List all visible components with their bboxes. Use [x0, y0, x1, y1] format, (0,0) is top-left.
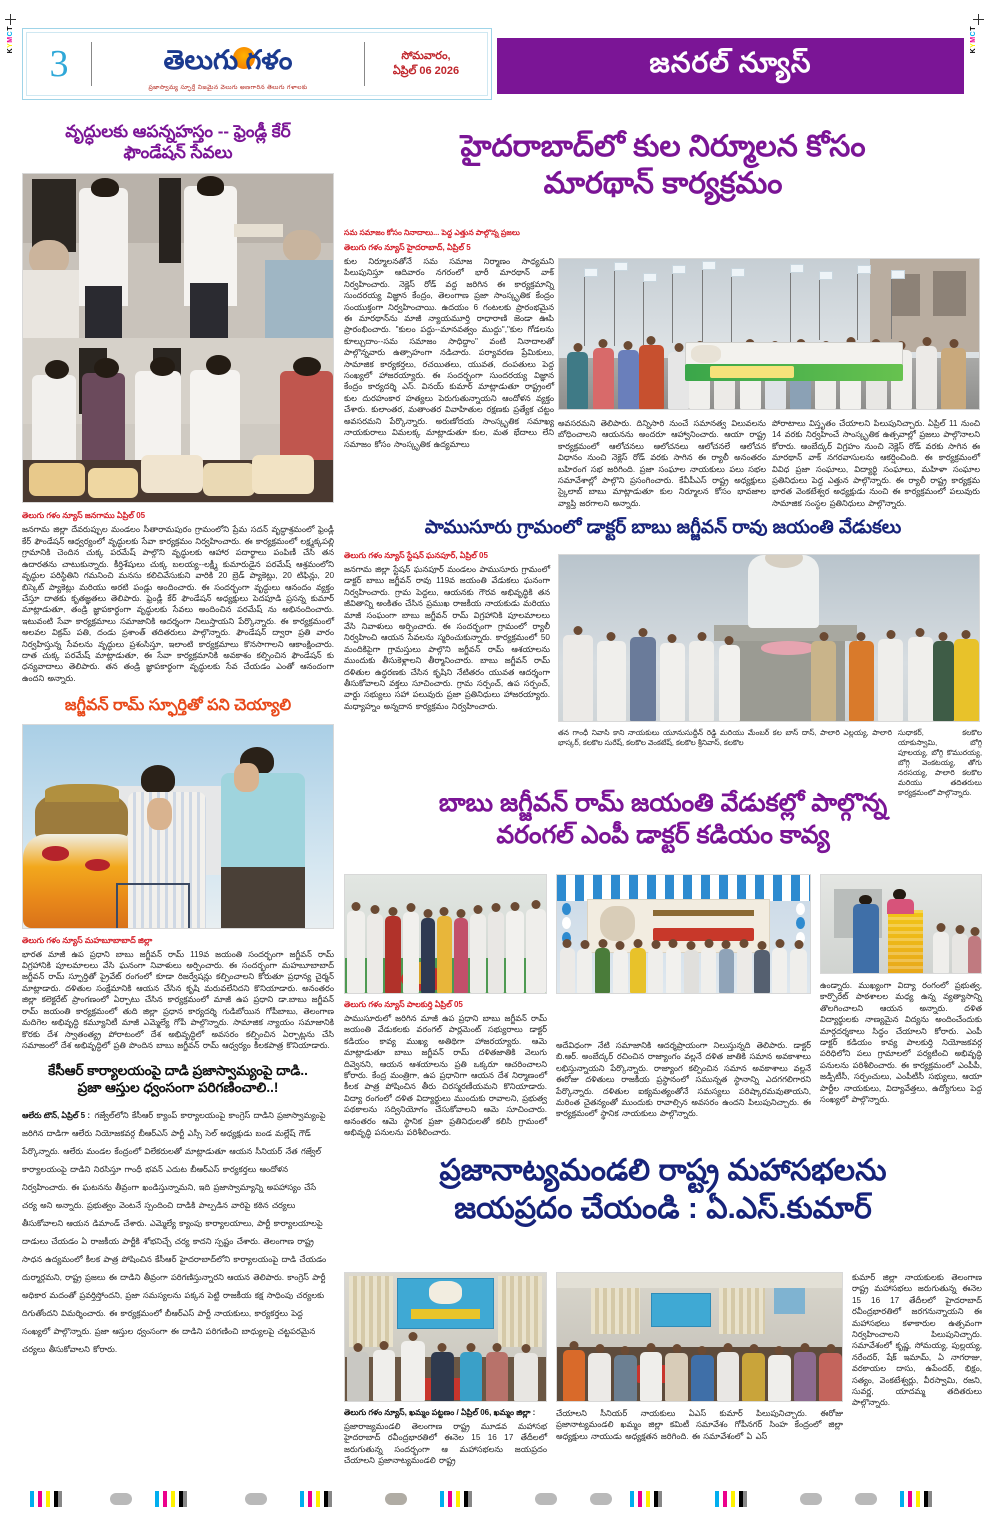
warangal-dateline: తెలుగు గళం న్యూస్ పాలకుర్తి ఏప్రిల్ 05 — [344, 1000, 463, 1009]
story-elderly-text — [22, 511, 334, 684]
story-kcr-dateline: ఆలేరు టౌన్, ఏప్రిల్ 5 : — [22, 1111, 91, 1121]
warangal-col-3 — [820, 980, 982, 1105]
story-jagjivan-body: భారత మాజీ ఉప ప్రధాని బాబు జగ్జీవన్ రామ్ 119వ జయంతి సందర్భంగా జగ్జీవన్ రామ్ విగ్రహానికి పూలమాలలు వేసి ఘనంగా నివాళులు అర్పించారు. ఈ సందర్భంగా మహబూబాబాద్ జగ్జీవన్ రామ్ స్ఫూర్తితో ప్రైవేట్ రంగంలో కూడా రిజర్వేషన్లు కల్పించాలని కోరుతూ ప్రధాన్య చైర్మన్ మాట్లాడారు. దళితుల సంక్షేమానికి ఆయన చేసిన కృషి మరువలేనిదని కొనియాడారు. అనంతరం జిల్లా కలెక్టరేట్ ప్రాంగణంలో ఏర్పాటు చేసిన కార్యక్రమంలో మాజీ ఉప ప్రధాని డా.బాబు జగ్జీవన్ రామ్ జయంతి కార్యక్రమంలో తుది జిల్లా ప్రధాన కార్యదర్శి గుడిబోయిన గోపీబాబు, తెలంగాణ మదిగెల అభివృద్ధి కమ్యూనిటీ మాజీ ఎమ్మెల్యే గోపీ పాల్గొన్నారు. సామాజిక న్యాయం సమాజానికి కొరకు దేశ స్వాతంత్య్ర పోరాటంలో దేశ అభివృద్ధిలో అవసరం కల్పించిన ఏర్పాట్లను చేసి సమాజంలో దేశ అభివృద్ధిలో ప్రతి పొందిన బాబు జగ్జీవన్ రామ్ ఆధ్వర్యం కీలకపాత్ర కొనియాడారు. — [22, 949, 334, 1050]
story-jagjivan-headline: జగ్జీవన్ రామ్ స్ఫూర్తితో పని చెయ్యాలి — [64, 697, 292, 715]
cmyk-mark-right: KYMCT — [970, 26, 977, 54]
main-story-col-2 — [558, 418, 766, 509]
praja-col-3 — [852, 1272, 982, 1409]
masthead-tagline: ప్రజాస్వామ్య స్ఫూర్తే నిజమైన వెలుగు అణగారిన తెలుగు గళాలకు — [148, 84, 308, 91]
main-story — [344, 128, 982, 202]
headline-line-1: వృద్ధులకు ఆపన్నహస్తం -- ఫ్రెండ్లీ కేర్ — [65, 122, 291, 141]
story-elderly-headline — [22, 122, 334, 163]
warangal-headline-line-1: బాబు జగ్జీవన్ రామ్ జయంతి వేడుకల్లో పాల్గొన్న — [438, 789, 888, 817]
pamunuru-headline: పాముసూరు గ్రామంలో డాక్టర్ బాబు జగ్జీవన్ రావు జయంతి వేడుకలు — [424, 516, 902, 537]
story-pamunuru — [344, 516, 982, 539]
kcr-headline-line-2: ప్రజా ఆస్తుల ధ్వంసంగా పరిగణించాలి..! — [77, 1079, 279, 1095]
cmyk-mark-left: KYMCT — [7, 26, 14, 54]
masthead-logo — [92, 37, 364, 92]
issue-day: సోమవారం, — [401, 50, 451, 62]
warangal-headline — [344, 788, 982, 851]
story-warangal — [344, 788, 982, 851]
praja-headline-line-1: ప్రజానాట్యమండలి రాష్ట్ర మహాసభలను — [439, 1154, 887, 1187]
warangal-headline-line-2: వరంగల్ ఎంపీ డాక్టర్ కడియం కావ్య — [496, 820, 830, 849]
pamunuru-body: జనగామ జిల్లా స్టేషన్ ఘనపూర్ మండలం పాముసూరు గ్రామంలో డాక్టర్ బాబు జగ్జీవన్ రావు 119వ జయంతి వేడుకలు ఘనంగా నిర్వహించారు. గ్రామ పెద్దలు, ఆయనకు గౌరవ అభివృద్ధికి తన జీవితాన్ని అంకితం చేసిన ప్రముఖ రాజకీయ నాయకుడు మరియు మాజీ సంఘంగా బాబు జగ్జీవన్ రామ్ విగ్రహానికి పూలమాలలు వేసి నివాళులు అర్పించారు. ఈ సందర్భంగా గ్రామంలో ర్యాలీ నిర్వహించి ఆయన సేవలను స్మరించుకున్నారు. కార్యక్రమంలో 50 మందికిపైగా గ్రామస్తులు పాల్గొని జగ్జీవన్ రామ్ ఆశయాలను ముందుకు తీసుకెళ్లాలని తీర్మానించారు. బాబు జగ్జీవన్ రామ్ దళితుల ఉద్ధరణకు చేసిన కృషిని నేటితరం యువత ఆదర్శంగా తీసుకోవాలని వక్తలు సూచించారు. గ్రామ సర్పంచ్, ఉప సర్పంచ్, వార్డు సభ్యులు సహా పలువురు ప్రజా ప్రతినిధులు హాజరయ్యారు. మధ్యాహ్నం అన్నదాన కార్యక్రమం నిర్వహించారు. — [344, 565, 550, 711]
praja-body-1: ప్రజారాజ్యమండలి తెలంగాణ రాష్ట్ర మూడవ మహాసభ హైదరాబాద్ రవీంద్రభారతిలో ఈనెల 15 16 17 తేదీలలో జరుగుతున్న సందర్భంగా ఆ మహాసభలను జయప్రదం చేయాలని ప్రజానాట్యమండలి రాష్ట్ర — [344, 1422, 547, 1466]
main-story-body-3: పోరాటాలు విస్తృతం చేయాలని పిలుపునిచ్చారు. ఏప్రిల్ 11 నుంచి 14 వరకు నిర్వహించే సాంస్కృతిక ఉత్సవాల్లో ప్రజలు పాల్గొనాలని కోరారు. ఆంబేద్కర్ విగ్రహం నుంచి నెక్లెస్ రోడ్ వరకు సాగిన ఈ మారథాన్ వాక్ నగరవాసులను ఆకర్షించింది. ఈ కార్యక్రమంలో వివిధ ప్రజా సంఘాలు, విద్యార్థి సంఘాలు, మహిళా సంఘాల ప్రతినిధులు పెద్ద ఎత్తున పాల్గొన్నారు. ఈ ర్యాలీ రాష్ట్ర కార్యక్రమ భారత వెంకటేశ్వర అధ్యక్షుడు నుంచి ఈ కార్యక్రమంలో పలువురు సామాజిక సంస్థల ప్రతినిధులు పాల్గొన్నారు. — [772, 419, 980, 508]
kcr-headline-line-1: కేసీఆర్ కార్యాలయంపై దాడి ప్రజాస్వామ్యంపై దాడి.. — [48, 1063, 308, 1079]
main-story-body-1: కుల నిర్మూలనతోనే సమ సమాజ నిర్మాణం సాధ్యమని పిలుపునిస్తూ ఆదివారం నగరంలో భారీ మారథాన్ వాక్ నిర్వహించారు. నెక్లెస్ రోడ్ వద్ద జరిగిన ఈ కార్యక్రమాన్ని సుందరయ్య విజ్ఞాన కేంద్రం, తెలంగాణ ప్రజా సాంస్కృతిక కేంద్రం సంయుక్తంగా నిర్వహించాయి. ఉదయం 6 గంటలకు ప్రారంభమైన ఈ మారథాన్‌ను మాజీ న్యాయమూర్తి రాధారాణి జెండా ఊపి ప్రారంభించారు. "కులం పద్దు--మానవత్వం ముద్దు","కుల గోడలను కూల్చుదాం--సమ సమాజం సాధిద్దాం" వంటి నినాదాలతో పాల్గొన్నవారు ఉత్సాహంగా నడిచారు. పర్యావరణ ప్రేమికులు, సామాజిక కార్యకర్తలు, రచయితలు, యువత, దంపతులు పెద్ద సంఖ్యలో హాజరయ్యారు. ఈ సందర్భంగా సుందరయ్య విజ్ఞాన కేంద్రం కార్యదర్శి ఎస్. వినయ్ కుమార్ మాట్లాడుతూ రాష్ట్రంలో కుల దురహంకార హత్యలు పెరుగుతున్నాయని ఆందోళన వ్యక్తం చేశారు. కులాంతర, మతాంతర వివాహితుల రక్షణకు ప్రత్యేక చట్టం అవసరమని పేర్కొన్నారు. అరుణోదయ సాంస్కృతిక సమాఖ్య నాయకురాలు విమలక్క మాట్లాడుతూ కుల, మత భేదాలు లేని సమాజం కోసం సాంస్కృతిక ఉద్యమాలు — [344, 257, 554, 449]
photo-statue-group — [558, 554, 980, 722]
story-jagjivan-text — [22, 936, 334, 1052]
praja-headline-line-2: జయప్రదం చేయండి : ఏ.ఎస్.కుమార్ — [454, 1192, 872, 1226]
issue-date-value: ఏప్రిల్ 06 2026 — [392, 65, 460, 77]
praja-headline — [344, 1152, 982, 1229]
masthead — [22, 28, 492, 100]
warangal-body-1: పాముసూరులో జరిగిన మాజీ ఉప ప్రధాని బాబు జగ్జీవన్ రామ్ జయంతి వేడుకలకు వరంగల్ పార్లమెంట్ సభ్యురాలు డాక్టర్ కడియం కావ్య ముఖ్య అతిథిగా హాజరయ్యారు. ఆమె మాట్లాడుతూ బాబు జగ్జీవన్ రామ్ దళితజాతికి వెలుగు దివ్వెనని, ఆయన ఆశయాలను ప్రతి ఒక్కరూ ఆచరించాలని కోరారు. కేంద్ర మంత్రిగా, ఉప ప్రధానిగా ఆయన దేశ నిర్మాణంలో కీలక పాత్ర పోషించిన తీరు చిరస్మరణీయమని కొనియాడారు. విద్యా రంగంలో దళిత విద్యార్థులు ముందుకు రావాలని, ప్రభుత్వ పథకాలను సద్వినియోగం చేసుకోవాలని ఆమె సూచించారు. అనంతరం ఆమె స్థానిక ప్రజా ప్రతినిధులతో కలిసి గ్రామంలో అభివృద్ధి పనులను పరిశీలించారు. — [344, 1014, 547, 1138]
registration-cross-right — [973, 14, 984, 25]
warangal-col-1 — [344, 1000, 547, 1138]
pamunuru-col-left — [344, 551, 550, 712]
praja-body-2: చేయాలని సీనియర్ నాయకులు ఏఎస్ కుమార్ పిలుపునిచ్చారు. ఈరోజు ప్రజానాట్యమండలి ఖమ్మం జిల్లా కమిటీ సమావేశం గోపీనగర్ సింహ కేంద్రంలో జిల్లా అధ్యక్షులు నాయుడు అధ్యక్షతన జరిగింది. ఈ సమావేశంలో ఏ ఎస్ — [556, 1409, 843, 1441]
story-kcr-text — [22, 1105, 334, 1357]
warangal-body-3: ఉండ్నారు. ముఖ్యంగా విద్యా రంగంలో ప్రభుత్వ, కార్పొరేట్ పాఠశాలల మధ్య ఉన్న వ్యత్యాసాన్ని తొలగించాలని ఆయన అన్నారు. దళిత విద్యార్థులకు నాణ్యమైన విద్యను అందించేందుకు మార్గదర్శకాలు సిద్ధం చేయాలని కోరారు. ఎంపీ డాక్టర్ కడియం కావ్య పాలకుర్తి నియోజకవర్గ పరిధిలోని పలు గ్రామాలలో పర్యటించి అభివృద్ధి పనులను పరిశీలించారు. ఈ కార్యక్రమంలో ఎంపీపీ, జడ్పీటీసీ, సర్పంచులు, ఎంపీటీసీ సభ్యులు, ఆయా పార్టీల నాయకులు, విద్యావేత్తలు, ఉద్యోగులు పెద్ద సంఖ్యలో పాల్గొన్నారు. — [820, 981, 982, 1105]
pamunuru-caption-bottom — [558, 728, 892, 748]
section-banner: జనరల్ న్యూస్ — [497, 38, 964, 94]
issue-date — [365, 49, 487, 79]
page-number: 3 — [49, 43, 69, 85]
photo-jayanti-stage — [556, 874, 811, 994]
praja-col-2 — [556, 1408, 843, 1442]
photo-marathon-walk — [558, 258, 980, 410]
photo-garland-tribute — [22, 724, 334, 929]
photo-lamp-lighting — [344, 874, 547, 994]
photo-cpm-meeting-2 — [556, 1272, 843, 1402]
pamunuru-caption-left: తన గాంధీ నివాసి కాని నాయకులు యూనుసుద్దీన్ రెడ్డి మరియు మేంబర్ కల బాస్ దాస్, పాలారి ఎల్లయ్య, పాలారి భాస్కర్, కలకొల సురేష్, కలకొల వెంకటేష్, కలకొల శ్రీనివాస్, కలకొల — [558, 728, 892, 747]
praja-body-3: కుమార్ జిల్లా నాయకులకు తెలంగాణ రాష్ట్ర మహాసభలు జరుగుతున్న ఈనెల 15 16 17 తేదీలలో హైదరాబాద్ రవీంద్రభారతిలో జరగనున్నాయని ఈ మహాసభలు కళాకారుల ఉత్సవంగా నిర్వహించాలని పిలుపునిచ్చారు. సమావేశంలో కృష్ణ, సోమయ్య, పుల్లయ్య, నరేందర్, షేక్ ఇమామ్, ఏ నాగరాజు, వరకాయల దాసు, ఉపేందర్, భిక్షం, సత్యం, వెంకటేశ్వర్లు, వీరస్వామి, రజని, సువర్ణ, యాదమ్మ తదితరులు పాల్గొన్నారు. — [852, 1273, 982, 1408]
main-story-headline — [344, 128, 982, 202]
cmyk-registration-bar — [0, 1491, 987, 1507]
main-headline-line-1: హైదరాబాద్‌లో కుల నిర్మూలన కోసం — [460, 130, 866, 163]
pamunuru-dateline: తెలుగు గళం న్యూస్ స్టేషన్ ఘనపూర్, ఏప్రిల్ 05 — [344, 551, 488, 560]
main-story-col-1 — [344, 243, 554, 450]
story-praja — [344, 1152, 982, 1229]
main-story-kicker: సమ సమాజం కోసం నినాదాలు... పెద్ద ఎత్తున పాల్గొన్న ప్రజలు — [344, 228, 520, 237]
masthead-title: తెలుగు గళం — [163, 44, 293, 75]
photo-elderly-distribution — [22, 173, 334, 503]
main-headline-line-2: మారథాన్ కార్యక్రమం — [543, 167, 783, 201]
story-jagjivan-dateline: తెలుగు గళం న్యూస్ మహబూబాబాద్ జిల్లా — [22, 935, 153, 945]
left-column — [22, 122, 334, 1357]
headline-line-2: ఫౌండేషన్ సేవలు — [123, 142, 233, 162]
main-story-dateline: తెలుగు గళం న్యూస్ హైదరాబాద్, ఏప్రిల్ 5 — [344, 243, 471, 252]
story-kcr-headline — [22, 1063, 334, 1096]
praja-dateline: తెలుగు గళం న్యూస్, ఖమ్మం పట్టణం / ఏప్రిల్ 06, ఖమ్మం జిల్లా : — [344, 1408, 536, 1417]
main-story-col-3 — [772, 418, 980, 509]
registration-cross-left — [5, 14, 16, 25]
story-kcr-body: గజ్వేల్‌లోని కేసీఆర్ క్యాంప్ కార్యాలయంపై కాంగ్రెస్ దాడిని ప్రజాస్వామ్యంపై జరిగిన దాడిగా ఆలేరు నియోజకవర్గ బీఆర్ఎస్ పార్టీ ఎస్సీ సెల్ అధ్యక్షుడు బండ మల్లేష్ గౌడ్ పేర్కొన్నారు. ఆలేరు మండల కేంద్రంలో విలేకరులతో మాట్లాడుతూ ఆయన సీనియర్ నేత గజ్వేల్ కార్యాలయంపై దాడిని నిరసిస్తూ గాంధీ భవన్ ఎదుట బీఆర్ఎస్ కార్యకర్తలు ఆందోళన నిర్వహించారు. ఈ ఘటనను తీవ్రంగా ఖండిస్తున్నామని, ఇది ప్రజాస్వామ్యాన్ని అపహాస్యం చేసే చర్య అని అన్నారు. ప్రభుత్వం వెంటనే స్పందించి దాడికి పాల్పడిన వారిపై కఠిన చర్యలు తీసుకోవాలని ఆయన డిమాండ్ చేశారు. ఎమ్మెల్యే క్యాంపు కార్యాలయాలు, పార్టీ కార్యాలయాలపై దాడులు చేయడం ఏ రాజకీయ పార్టీకి శోభనిచ్చే చర్య కాదని స్పష్టం చేశారు. తెలంగాణ రాష్ట్ర సాధన ఉద్యమంలో కీలక పాత్ర పోషించిన కేసీఆర్ హైదరాబాద్‌లోని కార్యాలయంపై దాడి చేయడం దుర్మార్గమని, రాష్ట్ర ప్రజలు ఈ దాడిని తీవ్రంగా పరిగణిస్తున్నారని ఆయన తెలిపారు. కాంగ్రెస్ పార్టీ అధికార మదంతో ప్రవర్తిస్తోందని, ప్రజా సమస్యలను పక్కన పెట్టి రాజకీయ కక్ష సాధింపు చర్యలకు దిగుతోందని విమర్శించారు. ఈ కార్యక్రమంలో బీఆర్ఎస్ పార్టీ నాయకులు, కార్యకర్తలు పెద్ద సంఖ్యలో పాల్గొన్నారు. ప్రజా ఆస్తుల ధ్వంసంగా ఈ దాడిని పరిగణించి బాధ్యులపై చట్టపరమైన చర్యలు తీసుకోవాలని కోరారు. — [22, 1111, 327, 1355]
pamunuru-caption-right-text: సుధాకర్, కలకొల యాకుస్వామి, బోగ్గి పూలయ్య, బోగ్గి కొమురయ్య, బోగ్గి వెంకటయ్య, తోగు నరసయ్య, పాలారి కలకొల మరియు తదితరులు కార్యక్రమంలో పాల్గొన్నారు. — [898, 728, 982, 797]
warangal-body-2: అదేవిధంగా నేటి సమాజానికి ఆదర్శప్రాయంగా నిలుస్తున్నది తెలిపారు. డాక్టర్ బి.ఆర్. అంబేద్కర్ రచించిన రాజ్యాంగం వల్లనే దళిత జాతికి సమాన అవకాశాలు లభిస్తున్నాయని పేర్కొన్నారు. రాజ్యాంగ కల్పించిన సమాన అవకాశాలు వల్లనే ఈరోజు దళితులు రాజకీయ ప్రస్థానంలో సమున్నత స్థానాన్ని ఎదగగలిగారని పేర్కొన్నారు. దళితుల ఐక్యమత్యంతోనే సమస్యలు పరిష్కారమవుతాయని, మరింత చైతన్యంతో ముందుకు రావాల్సిన అవసరం ఉందని పిలుపునిచ్చారు. ఈ కార్యక్రమంలో స్థానిక నాయకులు పాల్గొన్నారు. — [556, 1041, 811, 1119]
photo-mp-podium — [820, 874, 982, 974]
praja-col-1 — [344, 1408, 547, 1467]
photo-cpm-meeting-1 — [344, 1272, 547, 1402]
story-elderly-dateline: తెలుగు గళం న్యూస్ జనగాము ఏప్రిల్ 05 — [22, 511, 146, 521]
warangal-col-2 — [556, 1040, 811, 1120]
story-elderly-body: జనగామ జిల్లా దేవరుప్పుల మండలం సీతారామపురం గ్రామంలోని ప్రేమ సదన్ వృద్ధాశ్రమంలో ఫ్రెండ్లీ కేర్ ఫౌండేషన్ ఆధ్వర్యంలో వృద్ధులకు సేవా కార్యక్రమం నిర్వహించారు. ఈ కార్యక్రమంలో లక్ష్మక్కపల్లి గ్రామానికి చెందిన చుక్క పరమేష్ పాల్గొని వృద్ధులకు ఆహార పదార్థాలు పంపిణీ చేసి తన ఉదారతను చాటుకున్నారు. కీర్తిశేషులు చుక్క బలయ్య--లక్ష్మీ కుమారుడైన పరమేష్ ఆశ్రమంలోని వృద్ధుల పరిస్థితిని గమనించి మనసు కలిచివేసుకుని వారికి 20 బ్రెడ్ ప్యాకెట్లు, 20 టిఫిన్లు, 20 బిస్కెట్ ప్యాకెట్లు మరియు అరటి పండ్లు అందించారు. ఈ సందర్భంగా వృద్ధులు ఆనందం వ్యక్తం చేస్తూ దాతకు కృతజ్ఞతలు తెలిపారు. ఫ్రెండ్లీ కేర్ ఫౌండేషన్ అధ్యక్షులు పెదపూడి ప్రసన్న కుమార్ మాట్లాడుతూ, తండ్రి జ్ఞాపకార్థంగా వృద్ధులకు సేవలు అందించిన పరమేష్ ను అభినందించారు. ఇటువంటి సేవా కార్యక్రమాలు సమాజానికి ఆదర్శంగా నిలుస్తాయని పేర్కొన్నారు. ఈ కార్యక్రమంలో అలవల విక్రమ్ పతి, దండు ప్రశాంత్ తదితరులు పాల్గొన్నారు. ఫౌండేషన్ ద్వారా ప్రతి వారం నిర్వహిస్తున్న సేవలను వృద్ధులు ప్రశంసిస్తూ, ఇలాంటి కార్యక్రమాలు కొనసాగాలని ఆకాంక్షించారు. దాత చుక్క పరమేష్ మాట్లాడుతూ, ఈ సేవా కార్యక్రమానికి అవకాశం కల్పించిన ఫౌండేషన్ కు ధన్యవాదాలు తెలిపారు. తన తండ్రి జ్ఞాపకార్థంగా వృద్ధులకు సేవ చేయడం ఎంతో ఆనందంగా ఉందని అన్నారు. — [22, 525, 334, 683]
main-story-body-2: అవసరమని తెలిపారు. దిన్నిసారి నుంచే సమానత్వ విలువలను బోధించాలని ఆయనను అందరూ ఆహ్వానించారు. ఆయా రాష్ట్ర కార్యక్రమంలో ఆలోచనలు ఆలోచనలు ఆలోచనలే ఆలోచన విధానం నుంచి నెక్లెస్ రోడ్ వరకు సాగిన ఈ ర్యాలీ అనంతరం బహిరంగ సభ జరిగింది. ప్రజా సంఘాల నాయకులు పలు సభల సమావేశాల్లో పాల్గొని ప్రసంగించారు. కేవీపీఎస్ రాష్ట్ర అధ్యక్షులు స్కైలాబ్ బాబు మాట్లాడుతూ కుల నిర్మూలన కోసం భావజాల వ్యాప్తి జరగాలని అన్నారు. — [558, 419, 766, 508]
